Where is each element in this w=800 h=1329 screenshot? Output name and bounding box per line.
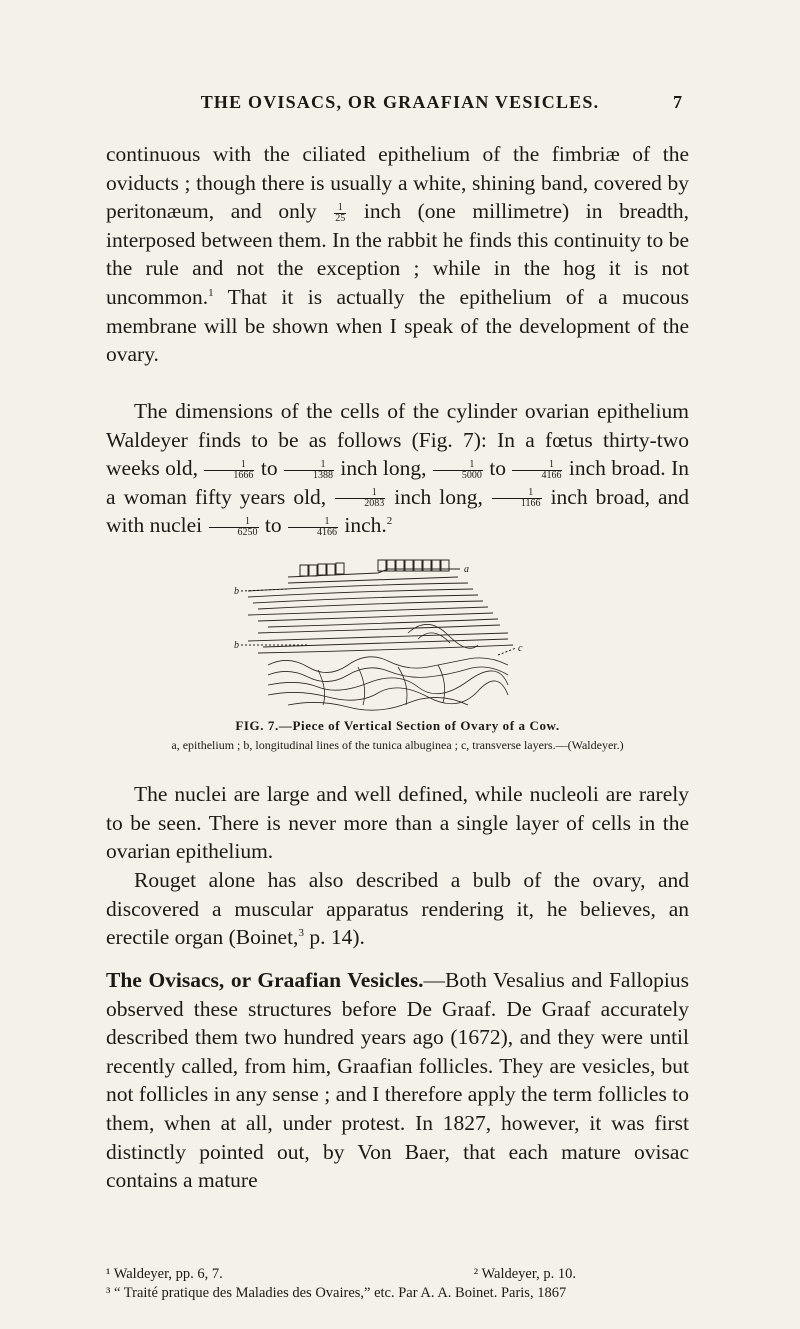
- paragraph-4: [106, 866, 689, 952]
- para1-text-a: continuous with the ciliated epithelium of the fimbriæ of the oviducts ; though there is usually a white, shining band, covered by peritonæum, and only: [106, 142, 689, 224]
- fraction: $\frac{1}{1666}$: [204, 460, 254, 481]
- page-header: [0, 92, 800, 120]
- tunica-albuginea-lines: [248, 583, 513, 653]
- leader-line: [498, 648, 516, 655]
- paragraph-2: [106, 397, 689, 540]
- page-number: 7: [673, 92, 682, 112]
- paragraph-1: [106, 140, 689, 369]
- para1-text-b: inch (one millimetre) in breadth, interposed between them. In the rabbit he finds this continuity to be the rule and not the exception ; while in the hog it is not uncommon.: [106, 199, 689, 309]
- footnote-2: ² Waldeyer, p. 10.: [473, 1266, 576, 1282]
- para4-text-b: p. 14).: [303, 925, 365, 950]
- footnote-ref-1: 1: [208, 286, 214, 299]
- epithelium-layer: [288, 560, 458, 583]
- label-b-mid: b: [234, 640, 239, 651]
- ovary-section-drawing: [228, 555, 558, 713]
- word-to: to: [489, 456, 507, 481]
- para2-text-c: inch broad. In a woman fifty years old,: [106, 456, 689, 509]
- transverse-layers: [268, 624, 508, 710]
- label-a: a: [464, 564, 469, 575]
- para2-text-d: inch long,: [394, 484, 483, 509]
- footnote-3: ³ “ Traité pratique des Maladies des Ovaires,” etc. Par A. A. Boinet. Paris, 1867: [106, 1285, 567, 1301]
- figure-caption: [106, 718, 689, 753]
- para2-text-e: inch broad, and with nuclei: [106, 484, 690, 538]
- para2-text-a: The dimensions of the cells of the cylinder ovarian epithelium Waldeyer finds to be as follows (Fig. 7): In a fœtus thirty-two weeks old,: [106, 399, 689, 481]
- para3-text: The nuclei are large and well defined, while nucleoli are rarely to be seen. There is never more than a single layer of cells in the ovarian epithelium.: [106, 782, 689, 864]
- fraction: $\frac{1}{4166}$: [288, 517, 338, 538]
- para2-text-b: inch long,: [340, 456, 427, 481]
- fraction: $\frac{1}{5000}$: [433, 460, 483, 481]
- fraction: $\frac{1}{2083}$: [335, 488, 385, 509]
- para4-text-a: Rouget alone has also described a bulb of the ovary, and discovered a muscular apparatus rendering it, he believes, an erectile organ (Boinet,: [106, 868, 689, 950]
- footnote-ref-2: 2: [386, 515, 393, 528]
- running-title: THE OVISACS, OR GRAAFIAN VESICLES.: [200, 92, 600, 112]
- paragraph-3: [106, 780, 689, 866]
- para5-text: —Both Vesalius and Fallopius observed these structures before De Graaf. De Graaf accurately described them two hundred years ago (1672), and they were until recently called, from him, Graafian follicles. They are vesicles, but not follicles in any sense ; and I therefore apply the term follicles to them, when at all, under protest. In 1827, however, it was first distinctly pointed out, by Von Baer, that each mature ovisac contains a mature: [106, 968, 689, 1193]
- para1-text-c: That it is actually the epithelium of a mucous membrane will be shown when I speak of the development of the ovary.: [106, 284, 689, 367]
- paragraph-5: [106, 966, 689, 1195]
- footnote-1: ¹ Waldeyer, pp. 6, 7.: [106, 1266, 223, 1282]
- label-b-top: b: [234, 586, 239, 597]
- caption-title: FIG. 7.—Piece of Vertical Section of Ovary of a Cow.: [235, 718, 560, 733]
- word-to: to: [260, 456, 278, 481]
- fraction: $\frac{1}{6250}$: [209, 517, 259, 538]
- word-to: to: [264, 513, 282, 538]
- fraction: $\frac{1}{1388}$: [284, 460, 334, 481]
- caption-legend: a, epithelium ; b, longitudinal lines of the tunica albuginea ; c, transverse layers.—(Waldeyer.): [171, 738, 624, 752]
- section-heading: The Ovisacs, or Graafian Vesicles.: [106, 968, 424, 992]
- fraction-one-twentyfifth: $\frac{1}{25}$: [335, 201, 346, 224]
- label-c: c: [518, 643, 523, 654]
- footnote-ref-3: 3: [298, 927, 304, 940]
- fraction: $\frac{1}{1166}$: [492, 488, 542, 509]
- figure-7-illustration: [228, 555, 558, 713]
- para2-text-f: inch.: [344, 513, 387, 538]
- fraction: $\frac{1}{4166}$: [512, 460, 562, 481]
- footnotes: [106, 1265, 706, 1303]
